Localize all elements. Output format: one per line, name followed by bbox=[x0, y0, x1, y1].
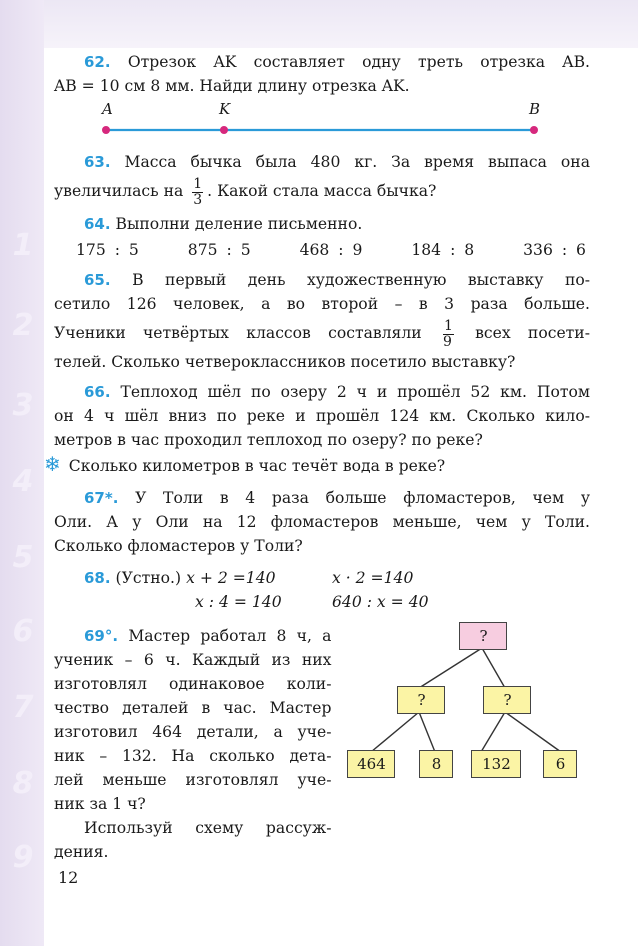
fraction-one-third bbox=[192, 177, 203, 208]
division-item: 175 : 5 bbox=[76, 241, 139, 259]
page-content bbox=[44, 50, 590, 864]
side-number: 5 bbox=[12, 540, 34, 575]
problem-text: Выполни деление письменно. bbox=[115, 215, 363, 233]
problem-65-line1 bbox=[54, 268, 590, 292]
problem-69-line bbox=[54, 624, 331, 648]
division-item: 875 : 5 bbox=[187, 241, 251, 259]
point-label-k: K bbox=[219, 100, 231, 118]
problem-66-line1 bbox=[54, 380, 590, 404]
problem-number: 63. bbox=[84, 153, 111, 171]
side-number: 3 bbox=[12, 388, 34, 423]
problem-62-line1 bbox=[54, 50, 590, 74]
problem-66-line3: метров в час проходил теплоход по озеру? по реке? bbox=[54, 431, 483, 449]
fraction-denominator: 3 bbox=[193, 191, 203, 208]
problem-69 bbox=[54, 624, 590, 864]
problem-text: всех посети- bbox=[475, 324, 590, 342]
problem-text: У Толи в 4 раза больше фломастеров, чем у bbox=[135, 489, 590, 507]
page-side-band bbox=[0, 0, 44, 946]
tree-root-box: ? bbox=[459, 622, 507, 650]
problem-67-line2: Оли. А у Оли на 12 фломастеров меньше, чем у Толи. bbox=[54, 513, 590, 531]
problem-67-line3: Сколько фломастеров у Толи? bbox=[54, 537, 303, 555]
side-number: 6 bbox=[12, 614, 34, 649]
oral-label: (Устно.) bbox=[115, 569, 182, 587]
problem-69-line: ученик – 6 ч. Каждый из них bbox=[54, 651, 332, 669]
tree-leaf-box: 8 bbox=[419, 750, 453, 778]
side-number: 8 bbox=[12, 766, 34, 801]
problem-text: Мастер работал 8 ч, а bbox=[128, 627, 332, 645]
segment-diagram bbox=[54, 98, 590, 144]
point-label-b: B bbox=[529, 100, 541, 118]
fraction-one-ninth bbox=[443, 319, 454, 350]
problem-text: В первый день художественную выставку по- bbox=[132, 271, 590, 289]
tree-mid-left-box: ? bbox=[397, 686, 445, 714]
equation: x : 4 = 140 bbox=[195, 593, 282, 611]
problem-64-line1 bbox=[54, 212, 590, 236]
side-number: 4 bbox=[12, 464, 34, 499]
division-item: 184 : 8 bbox=[411, 241, 475, 259]
side-number: 1 bbox=[12, 228, 34, 263]
division-item: 336 : 6 bbox=[523, 241, 586, 259]
problem-68-col1-row1 bbox=[84, 566, 332, 590]
problem-text: увеличилась на bbox=[54, 182, 184, 200]
problem-text: Теплоход шёл по озеру 2 ч и прошёл 52 км. Потом bbox=[120, 383, 590, 401]
side-number: 2 bbox=[12, 308, 34, 343]
problem-65-line2: сетило 126 человек, а во второй – в 3 раза больше. bbox=[54, 295, 590, 313]
tree-leaf-box: 132 bbox=[471, 750, 521, 778]
page-top-band bbox=[0, 0, 638, 48]
snowflake-icon: ❄ bbox=[44, 452, 61, 476]
problem-text: Отрезок AK составляет одну треть отрезка AB. bbox=[127, 53, 590, 71]
problem-65-line3 bbox=[54, 316, 590, 350]
equation: 640 : x = 40 bbox=[332, 593, 429, 611]
fraction-denominator: 9 bbox=[442, 333, 452, 350]
page-number: 12 bbox=[58, 868, 79, 887]
problem-69-line: ник за 1 ч? bbox=[54, 795, 146, 813]
problem-65-line4: телей. Сколько четвероклассников посетило выставку? bbox=[54, 353, 516, 371]
tree-leaf-box: 6 bbox=[543, 750, 577, 778]
problem-69-line: лей меньше изготовлял уче- bbox=[54, 771, 332, 789]
equation: x · 2 =140 bbox=[332, 569, 414, 587]
equation: x + 2 =140 bbox=[186, 569, 276, 587]
reasoning-tree bbox=[347, 616, 590, 776]
problem-text: Сколько километров в час течёт вода в реке? bbox=[68, 457, 446, 475]
problem-68 bbox=[54, 566, 590, 614]
problem-66-line4 bbox=[44, 452, 590, 478]
problem-number: 67*. bbox=[84, 489, 119, 507]
problem-67-line1 bbox=[54, 486, 590, 510]
problem-number: 69°. bbox=[84, 627, 119, 645]
problem-63-line2 bbox=[54, 174, 590, 208]
point-k bbox=[220, 126, 228, 134]
problem-62-line2: AB = 10 см 8 мм. Найди длину отрезка AK. bbox=[54, 77, 410, 95]
tree-mid-right-box: ? bbox=[483, 686, 531, 714]
problem-63-line1 bbox=[54, 150, 590, 174]
fraction-numerator: 1 bbox=[443, 317, 453, 334]
side-number: 7 bbox=[12, 690, 34, 725]
problem-69-line: изготовлял одинаковое коли- bbox=[54, 675, 332, 693]
problem-number: 62. bbox=[84, 53, 111, 71]
problem-69-line: чество деталей в час. Мастер bbox=[54, 699, 332, 717]
problem-66-line2: он 4 ч шёл вниз по реке и прошёл 124 км. Сколько кило- bbox=[54, 407, 590, 425]
problem-69-line: изготовил 464 детали, а уче- bbox=[54, 723, 332, 741]
problem-69-line: ник – 132. На сколько дета- bbox=[54, 747, 332, 765]
problem-text: Ученики четвёртых классов составляли bbox=[54, 324, 422, 342]
problem-69-hint: Используй схему рассуж- bbox=[84, 819, 332, 837]
problem-number: 64. bbox=[84, 215, 111, 233]
problem-number: 66. bbox=[84, 383, 111, 401]
point-b bbox=[530, 126, 538, 134]
point-a bbox=[102, 126, 110, 134]
problem-number: 65. bbox=[84, 271, 111, 289]
tree-leaf-box: 464 bbox=[347, 750, 395, 778]
division-examples bbox=[54, 238, 590, 262]
problem-number: 68. bbox=[84, 569, 111, 587]
problem-text: . Какой стала масса бычка? bbox=[207, 182, 437, 200]
fraction-numerator: 1 bbox=[193, 175, 203, 192]
division-item: 468 : 9 bbox=[299, 241, 363, 259]
segment-svg bbox=[54, 98, 590, 144]
problem-text: Масса бычка была 480 кг. За время выпаса она bbox=[124, 153, 590, 171]
side-number: 9 bbox=[12, 840, 34, 875]
problem-69-text bbox=[54, 624, 331, 864]
point-label-a: A bbox=[102, 100, 113, 118]
problem-69-hint: дения. bbox=[54, 843, 109, 861]
